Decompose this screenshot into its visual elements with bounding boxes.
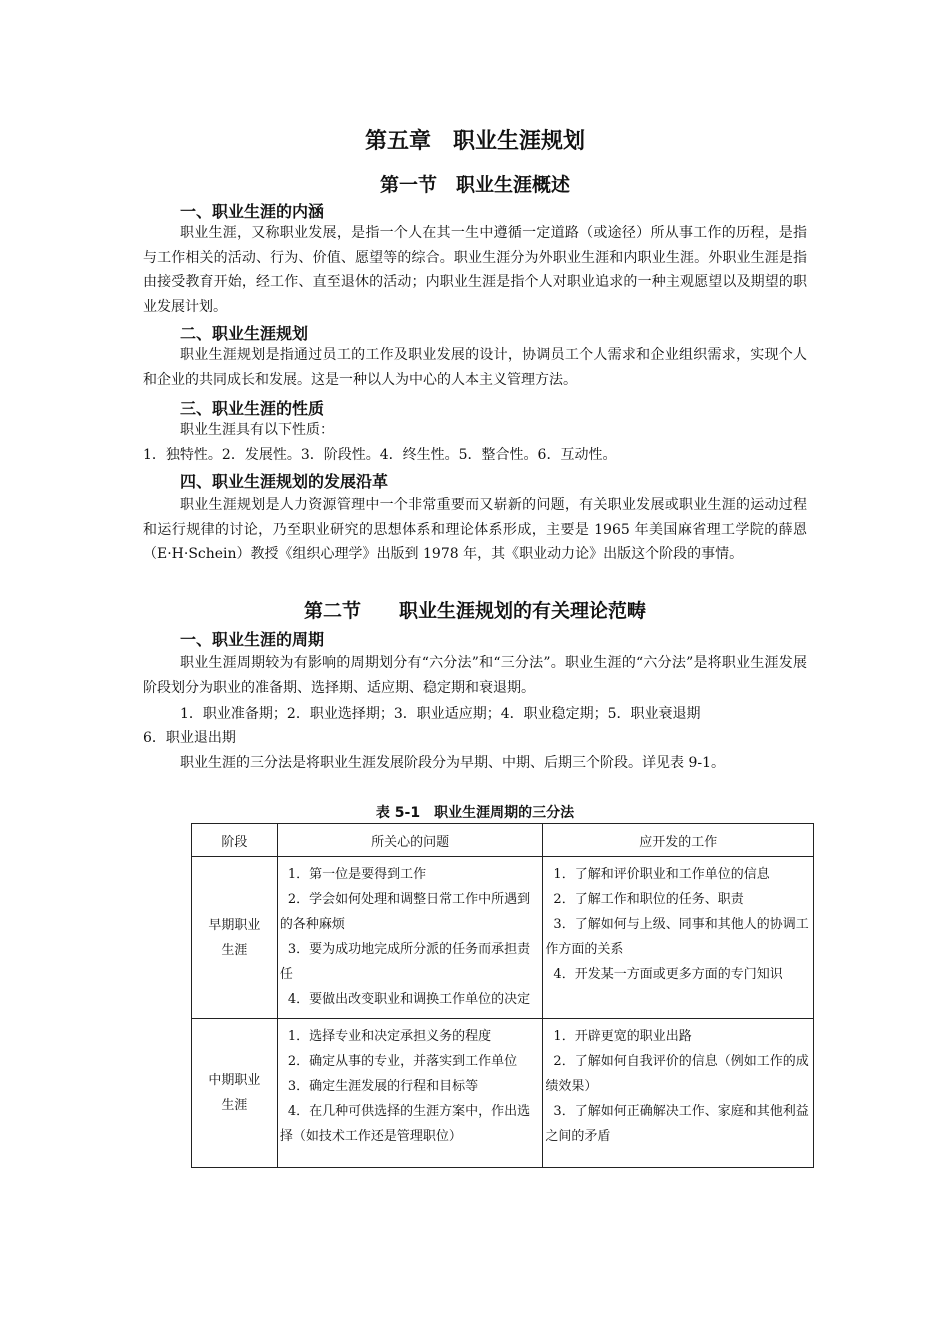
tasks-cell: [543, 1019, 814, 1168]
table-header-row: [192, 824, 814, 857]
chapter-title: 第五章 职业生涯规划: [364, 129, 585, 154]
list-item: 2．了解如何自我评价的信息（例如工作的成绩效果）: [545, 1054, 809, 1094]
list-item: 3．确定生涯发展的行程和目标等: [287, 1079, 479, 1094]
table-header: 应开发的工作: [543, 824, 814, 857]
list-item: 2．学会如何处理和调整日常工作中所遇到的各种麻烦: [279, 892, 531, 932]
list-item: 2．了解工作和职位的任务、职责: [553, 892, 744, 907]
list-item: 4．开发某一方面或更多方面的专门知识: [553, 967, 783, 982]
paragraph: 职业生涯规划是指通过员工的工作及职业发展的设计，协调员工个人需求和企业组织需求，实现个人和企业的共同成长和发展。这是一种以人为中心的人本主义管理方法。: [143, 347, 807, 388]
list-item: 1．开辟更宽的职业出路: [553, 1029, 692, 1044]
section-title: 第二节 职业生涯规划的有关理论范畴: [303, 600, 646, 622]
stage-label: 中期职业: [208, 1073, 261, 1088]
paragraph: 1．职业准备期；2．职业选择期；3．职业适应期；4．职业稳定期；5．职业衰退期: [180, 706, 701, 722]
paragraph: 职业生涯周期较为有影响的周期划分有“六分法”和“三分法”。职业生涯的“六分法”是将职业生涯发展阶段划分为职业的准备期、选择期、适应期、稳定期和衰退期。: [143, 655, 807, 696]
stage-label: 生涯: [221, 1098, 248, 1113]
table-caption: 表 5-1 职业生涯周期的三分法: [375, 805, 575, 821]
list-item: 1．选择专业和决定承担义务的程度: [287, 1029, 492, 1044]
list-item: 4．要做出改变职业和调换工作单位的决定: [287, 992, 531, 1007]
table-row: [192, 857, 814, 1019]
subsection-heading: 一、职业生涯的周期: [180, 630, 325, 649]
stage-label: 生涯: [221, 942, 248, 958]
paragraph: 职业生涯的三分法是将职业生涯发展阶段分为早期、中期、后期三个阶段。详见表 9-1。: [180, 755, 725, 771]
subsection-heading: 四、职业生涯规划的发展沿革: [180, 472, 389, 491]
career-stage-table: [191, 823, 814, 1168]
concerns-cell: [277, 857, 543, 1019]
table-row: [192, 1019, 814, 1168]
paragraph: 职业生涯规划是人力资源管理中一个非常重要而又崭新的问题，有关职业发展或职业生涯的运动过程和运行规律的讨论，乃至职业研究的思想体系和理论体系形成，主要是 1965 年美国麻省理工学院的薛恩（E·H·Schein）教授《组织心理学》出版到 1978 年，其《职业动力论》出版这个阶段的事情。: [143, 497, 807, 562]
list-item: 4．在几种可供选择的生涯方案中，作出选择（如技术工作还是管理职位）: [279, 1104, 531, 1144]
tasks-cell: [543, 857, 814, 1019]
list-item: 2．确定从事的专业，并落实到工作单位: [287, 1054, 518, 1069]
list-item: 3．了解如何正确解决工作、家庭和其他利益之间的矛盾: [545, 1104, 809, 1144]
subsection-heading: 二、职业生涯规划: [180, 324, 309, 343]
paragraph: 职业生涯，又称职业发展，是指一个人在其一生中遵循一定道路（或途径）所从事工作的历程，是指与工作相关的活动、行为、价值、愿望等的综合。职业生涯分为外职业生涯和内职业生涯。外职业生涯是指由接受教育开始，经工作、直至退休的活动；内职业生涯是指个人对职业追求的一种主观愿望以及期望的职业发展计划。: [143, 225, 807, 315]
paragraph: 1．独特性。2．发展性。3．阶段性。4．终生性。5．整合性。6．互动性。: [143, 447, 617, 463]
table-header: 所关心的问题: [277, 824, 543, 857]
section-title: 第一节 职业生涯概述: [379, 174, 570, 196]
subsection-heading: 三、职业生涯的性质: [180, 399, 325, 418]
stage-label: 早期职业: [208, 917, 261, 933]
list-item: 1．第一位是要得到工作: [287, 867, 427, 882]
table-header: 阶段: [192, 824, 278, 857]
list-item: 3．要为成功地完成所分派的任务而承担责任: [279, 942, 531, 982]
list-item: 3．了解如何与上级、同事和其他人的协调工作方面的关系: [545, 917, 809, 957]
paragraph: 职业生涯具有以下性质：: [180, 422, 334, 438]
stage-cell: [192, 1019, 278, 1168]
subsection-heading: 一、职业生涯的内涵: [180, 202, 325, 221]
list-item: 1．了解和评价职业和工作单位的信息: [553, 867, 770, 882]
paragraph: 6．职业退出期: [143, 730, 236, 746]
stage-cell: [192, 857, 278, 1019]
concerns-cell: [277, 1019, 543, 1168]
